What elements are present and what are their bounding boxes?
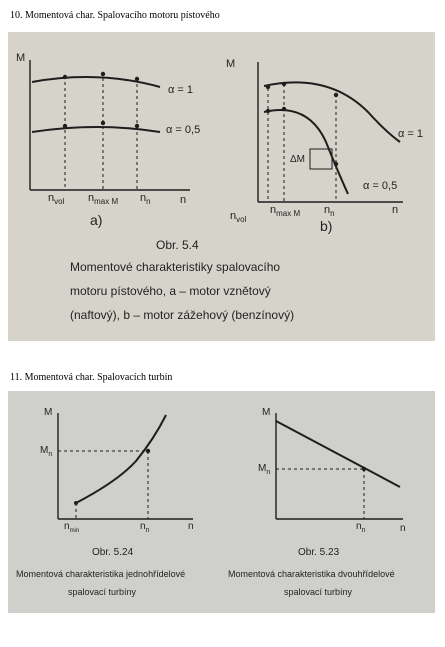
- figure-5-23-caption-line-2: spalovací turbíny: [284, 587, 353, 597]
- graph-a-x-label: n: [180, 194, 187, 206]
- figure-5-4-caption-line-1: Momentové charakteristiky spalovacího: [70, 260, 281, 274]
- graph-b-x-label: n: [392, 204, 399, 216]
- graph-a-curve-alpha-05: [32, 127, 160, 132]
- graph-524-mn-label: $M_n$: [40, 445, 53, 458]
- graph-b-curve-alpha-05: [264, 110, 348, 194]
- graph-a-tick-nmax: $n_{max M}$: [88, 192, 119, 207]
- figure-5-23-number: Obr. 5.23: [298, 547, 340, 558]
- graph-523-tick-nn: $n_n$: [356, 521, 366, 534]
- graph-b-y-label: M: [226, 58, 236, 70]
- graph-b-panel-label: b): [320, 218, 333, 234]
- turbine-graphs: [8, 391, 435, 613]
- graph-b-tick-nvol: $n_{vol}$: [230, 210, 247, 225]
- graph-524-curve: [76, 415, 166, 503]
- figure-5-24-caption-line-2: spalovací turbíny: [68, 587, 137, 597]
- section-11-heading: 11. Momentová char. Spalovacích turbín: [10, 372, 173, 383]
- graph-b-alpha-05-label: α = 0,5: [363, 180, 398, 192]
- graph-a-panel-label: a): [90, 212, 103, 228]
- graph-b-delta-box: [310, 149, 332, 169]
- graph-524-tick-nmin: $n_{min}$: [64, 521, 80, 534]
- figure-5-24-number: Obr. 5.24: [92, 547, 134, 558]
- graph-523-y-label: M: [262, 407, 271, 418]
- graph-b-tick-nn: $n_n$: [324, 204, 335, 219]
- section-10-heading: 10. Momentová char. Spalovacího motoru pístového: [10, 10, 220, 21]
- graph-a-alpha-1-label: α = 1: [168, 84, 194, 96]
- graph-523-mn-label: $M_n$: [258, 463, 271, 476]
- graph-a-y-label: M: [16, 52, 26, 64]
- graph-523-x-label: n: [400, 523, 406, 534]
- graph-b-alpha-1-label: α = 1: [398, 128, 424, 140]
- figures-5-24-5-23-photo: [8, 391, 435, 613]
- graph-b-tick-nmax: $n_{max M}$: [270, 204, 301, 219]
- graph-523-line: [276, 421, 400, 487]
- graph-524-x-label: n: [188, 521, 194, 532]
- figure-5-24-caption-line-1: Momentová charakteristika jednohřídelové: [16, 569, 186, 579]
- graph-524-tick-nn: $n_n$: [140, 521, 150, 534]
- figure-5-4-number: Obr. 5.4: [156, 238, 199, 252]
- graph-524-y-label: M: [44, 407, 53, 418]
- graph-a-curve-alpha-1: [32, 77, 160, 87]
- graph-b-delta-label: ΔM: [290, 154, 306, 165]
- figure-5-23-caption-line-1: Momentová charakteristika dvouhřídelové: [228, 569, 395, 579]
- figure-5-4-photo: [8, 32, 435, 341]
- figure-5-4-caption-line-2: motoru pístového, a – motor vznětový: [70, 284, 271, 298]
- figure-5-4-caption-line-3: (naftový), b – motor zážehový (benzínový): [70, 308, 295, 322]
- graph-a-tick-nvol: $n_{vol}$: [48, 192, 65, 207]
- graph-a-alpha-05-label: α = 0,5: [166, 124, 201, 136]
- graph-a-tick-nn: $n_n$: [140, 192, 151, 207]
